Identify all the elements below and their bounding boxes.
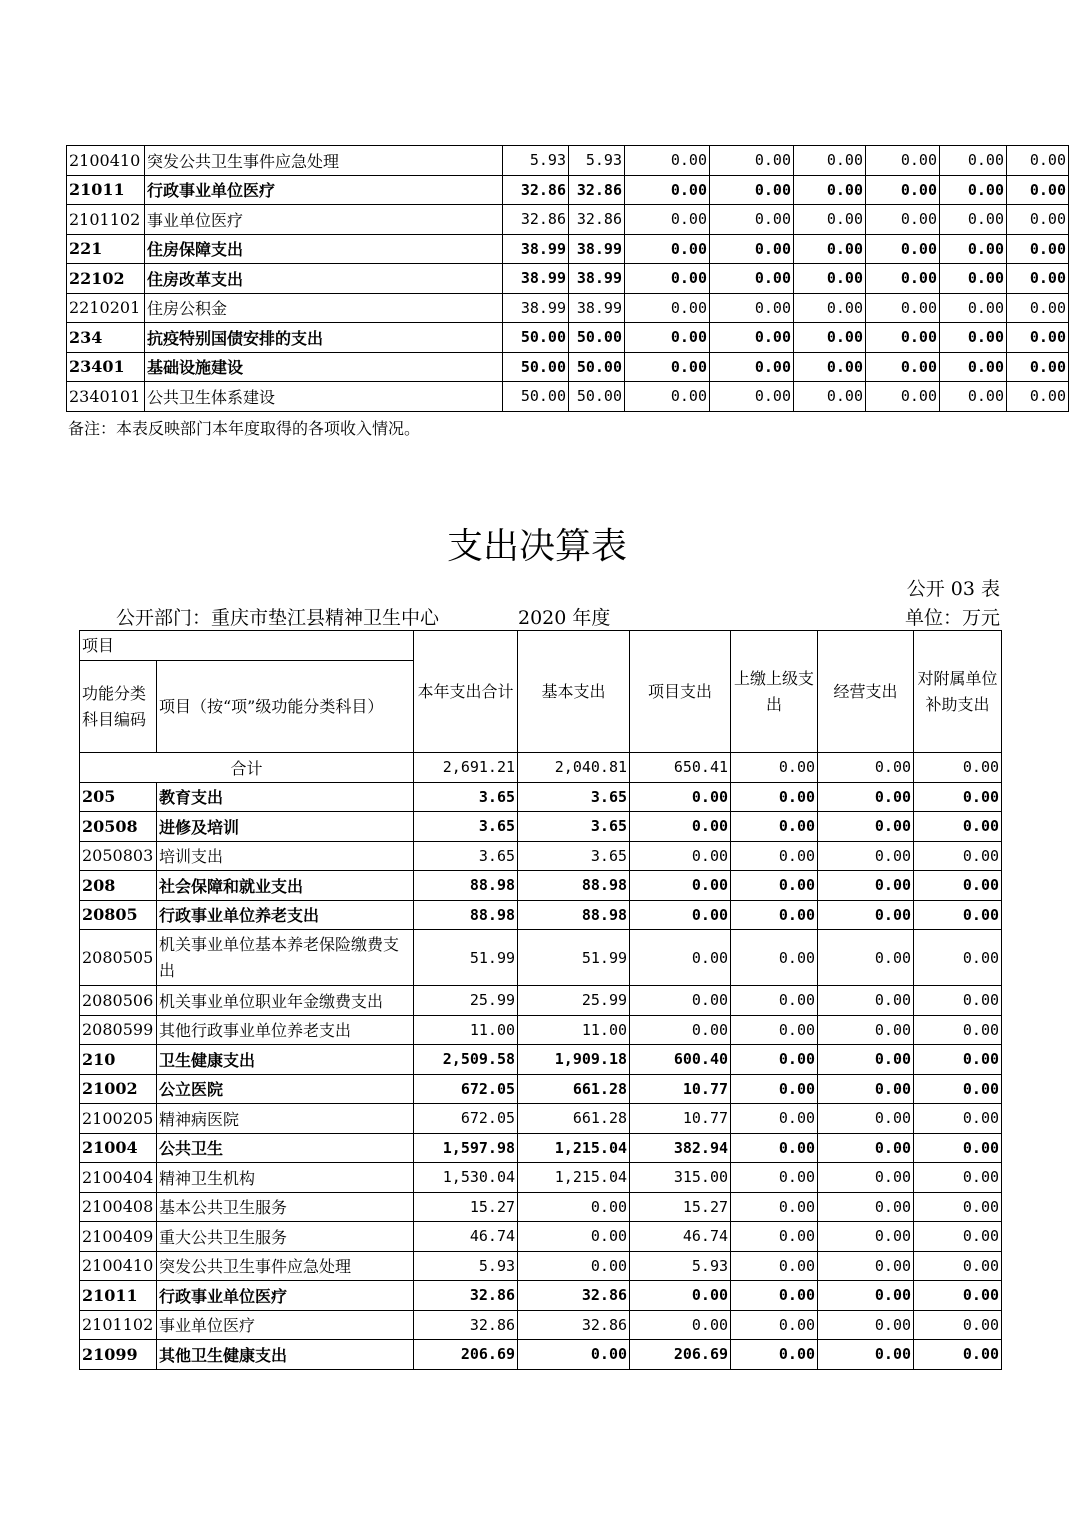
table-row <box>80 1015 1002 1045</box>
row-value: 0.00 <box>731 1222 818 1252</box>
row-value: 0.00 <box>1007 205 1069 235</box>
row-value: 0.00 <box>731 871 818 901</box>
row-value: 1,530.04 <box>414 1163 518 1193</box>
row-code: 2050803 <box>80 841 157 871</box>
row-value: 0.00 <box>818 1163 914 1193</box>
row-value: 38.99 <box>503 293 569 323</box>
row-value: 0.00 <box>866 146 940 176</box>
row-name: 行政事业单位养老支出 <box>157 900 414 930</box>
row-code: 20508 <box>80 812 157 842</box>
row-code: 2100410 <box>80 1251 157 1281</box>
row-value: 0.00 <box>625 175 710 205</box>
row-value: 0.00 <box>731 986 818 1016</box>
row-code: 221 <box>67 234 145 264</box>
row-value: 38.99 <box>569 264 625 294</box>
row-value: 315.00 <box>630 1163 731 1193</box>
row-value: 0.00 <box>914 1281 1002 1311</box>
row-value: 0.00 <box>940 293 1007 323</box>
header-business: 经营支出 <box>818 631 914 753</box>
row-value: 0.00 <box>630 841 731 871</box>
row-value: 50.00 <box>569 352 625 382</box>
row-value: 0.00 <box>818 1192 914 1222</box>
row-value: 0.00 <box>710 352 794 382</box>
row-value: 0.00 <box>794 323 866 353</box>
row-value: 0.00 <box>940 205 1007 235</box>
row-value: 2,509.58 <box>414 1045 518 1075</box>
table-row <box>80 1163 1002 1193</box>
row-name: 基础设施建设 <box>145 352 503 382</box>
row-value: 0.00 <box>731 1340 818 1370</box>
row-value: 0.00 <box>818 1074 914 1104</box>
row-name: 住房改革支出 <box>145 264 503 294</box>
row-value: 0.00 <box>914 1104 1002 1134</box>
row-value: 88.98 <box>414 900 518 930</box>
row-value: 0.00 <box>630 986 731 1016</box>
table-row <box>80 1045 1002 1075</box>
row-value: 0.00 <box>518 1192 630 1222</box>
row-name: 机关事业单位基本养老保险缴费支出 <box>157 930 414 986</box>
row-value: 0.00 <box>794 352 866 382</box>
row-name: 突发公共卫生事件应急处理 <box>157 1251 414 1281</box>
row-value: 0.00 <box>731 1133 818 1163</box>
row-value: 0.00 <box>710 264 794 294</box>
row-code: 2080599 <box>80 1015 157 1045</box>
table-row <box>80 1074 1002 1104</box>
row-value: 382.94 <box>630 1133 731 1163</box>
row-value: 206.69 <box>414 1340 518 1370</box>
row-value: 0.00 <box>1007 293 1069 323</box>
row-value: 0.00 <box>914 1045 1002 1075</box>
header-func-code: 功能分类科目编码 <box>80 661 157 753</box>
row-value: 0.00 <box>866 205 940 235</box>
row-value: 1,909.18 <box>518 1045 630 1075</box>
row-value: 0.00 <box>914 930 1002 986</box>
row-code: 21011 <box>67 175 145 205</box>
row-name: 其他行政事业单位养老支出 <box>157 1015 414 1045</box>
total-value: 0.00 <box>818 753 914 783</box>
row-value: 88.98 <box>518 900 630 930</box>
row-code: 2340101 <box>67 382 145 412</box>
total-value: 2,691.21 <box>414 753 518 783</box>
table-row <box>67 264 1069 294</box>
row-value: 32.86 <box>503 205 569 235</box>
row-value: 0.00 <box>794 234 866 264</box>
row-value: 46.74 <box>630 1222 731 1252</box>
row-value: 0.00 <box>1007 352 1069 382</box>
income-table-continuation <box>66 145 1069 412</box>
row-name: 卫生健康支出 <box>157 1045 414 1075</box>
total-value: 650.41 <box>630 753 731 783</box>
row-name: 住房公积金 <box>145 293 503 323</box>
row-value: 0.00 <box>818 1133 914 1163</box>
row-value: 0.00 <box>866 264 940 294</box>
table-row <box>80 1222 1002 1252</box>
row-value: 3.65 <box>518 782 630 812</box>
table-row <box>67 234 1069 264</box>
row-value: 3.65 <box>414 812 518 842</box>
row-value: 25.99 <box>414 986 518 1016</box>
row-value: 0.00 <box>794 293 866 323</box>
row-value: 0.00 <box>940 234 1007 264</box>
row-name: 进修及培训 <box>157 812 414 842</box>
table-row <box>67 146 1069 176</box>
row-code: 2100404 <box>80 1163 157 1193</box>
row-value: 0.00 <box>1007 323 1069 353</box>
row-value: 0.00 <box>940 146 1007 176</box>
table-row <box>80 812 1002 842</box>
row-code: 210 <box>80 1045 157 1075</box>
form-number: 公开 03 表 <box>906 578 1000 600</box>
row-value: 5.93 <box>630 1251 731 1281</box>
row-value: 0.00 <box>630 900 731 930</box>
row-name: 培训支出 <box>157 841 414 871</box>
row-name: 机关事业单位职业年金缴费支出 <box>157 986 414 1016</box>
row-value: 0.00 <box>914 1222 1002 1252</box>
table-row <box>80 1281 1002 1311</box>
row-value: 0.00 <box>731 1192 818 1222</box>
row-value: 0.00 <box>625 234 710 264</box>
row-value: 50.00 <box>503 323 569 353</box>
row-value: 0.00 <box>818 1222 914 1252</box>
row-value: 38.99 <box>503 234 569 264</box>
row-code: 208 <box>80 871 157 901</box>
row-name: 教育支出 <box>157 782 414 812</box>
row-value: 0.00 <box>914 1340 1002 1370</box>
row-value: 1,215.04 <box>518 1163 630 1193</box>
row-value: 0.00 <box>731 1281 818 1311</box>
row-name: 精神卫生机构 <box>157 1163 414 1193</box>
row-value: 0.00 <box>818 812 914 842</box>
row-value: 0.00 <box>731 812 818 842</box>
row-code: 2100408 <box>80 1192 157 1222</box>
row-value: 0.00 <box>1007 146 1069 176</box>
row-value: 0.00 <box>731 1074 818 1104</box>
row-value: 0.00 <box>731 841 818 871</box>
row-value: 32.86 <box>414 1310 518 1340</box>
expenditure-table <box>79 630 1002 1370</box>
row-value: 38.99 <box>569 234 625 264</box>
row-value: 0.00 <box>710 323 794 353</box>
row-value: 0.00 <box>940 382 1007 412</box>
row-value: 0.00 <box>518 1251 630 1281</box>
row-value: 50.00 <box>503 382 569 412</box>
row-code: 23401 <box>67 352 145 382</box>
row-value: 0.00 <box>625 264 710 294</box>
row-value: 0.00 <box>914 1015 1002 1045</box>
row-value: 0.00 <box>1007 382 1069 412</box>
row-code: 21011 <box>80 1281 157 1311</box>
row-value: 0.00 <box>710 205 794 235</box>
row-value: 0.00 <box>914 841 1002 871</box>
total-value: 0.00 <box>731 753 818 783</box>
table-row <box>80 1310 1002 1340</box>
row-value: 50.00 <box>503 352 569 382</box>
row-code: 22102 <box>67 264 145 294</box>
table-row <box>80 900 1002 930</box>
row-value: 0.00 <box>630 930 731 986</box>
row-value: 0.00 <box>914 871 1002 901</box>
total-value: 0.00 <box>914 753 1002 783</box>
row-code: 20805 <box>80 900 157 930</box>
row-value: 0.00 <box>731 900 818 930</box>
row-value: 0.00 <box>818 871 914 901</box>
row-value: 32.86 <box>569 205 625 235</box>
row-value: 32.86 <box>518 1281 630 1311</box>
row-value: 0.00 <box>518 1340 630 1370</box>
row-value: 0.00 <box>625 323 710 353</box>
row-value: 0.00 <box>731 1310 818 1340</box>
row-value: 0.00 <box>818 930 914 986</box>
table-row <box>67 205 1069 235</box>
row-value: 0.00 <box>866 175 940 205</box>
row-value: 0.00 <box>794 205 866 235</box>
row-value: 0.00 <box>818 841 914 871</box>
row-code: 21004 <box>80 1133 157 1163</box>
total-row <box>80 753 1002 783</box>
row-value: 0.00 <box>866 352 940 382</box>
row-code: 21002 <box>80 1074 157 1104</box>
row-value: 0.00 <box>630 812 731 842</box>
row-code: 2100410 <box>67 146 145 176</box>
year-label: 2020 年度 <box>518 607 611 629</box>
header-project: 项目 <box>80 631 414 661</box>
table-row <box>80 1251 1002 1281</box>
row-code: 2210201 <box>67 293 145 323</box>
row-value: 672.05 <box>414 1074 518 1104</box>
row-value: 0.00 <box>914 1133 1002 1163</box>
row-value: 0.00 <box>630 1015 731 1045</box>
row-code: 2100205 <box>80 1104 157 1134</box>
row-value: 88.98 <box>414 871 518 901</box>
row-value: 0.00 <box>630 1310 731 1340</box>
row-value: 0.00 <box>866 382 940 412</box>
row-code: 2101102 <box>67 205 145 235</box>
row-name: 突发公共卫生事件应急处理 <box>145 146 503 176</box>
table-row <box>80 841 1002 871</box>
row-value: 38.99 <box>503 264 569 294</box>
row-value: 3.65 <box>414 841 518 871</box>
row-name: 事业单位医疗 <box>145 205 503 235</box>
row-name: 精神病医院 <box>157 1104 414 1134</box>
row-value: 0.00 <box>794 175 866 205</box>
row-value: 0.00 <box>625 146 710 176</box>
row-value: 3.65 <box>518 841 630 871</box>
row-value: 5.93 <box>503 146 569 176</box>
row-value: 0.00 <box>914 812 1002 842</box>
row-code: 2101102 <box>80 1310 157 1340</box>
row-value: 0.00 <box>710 382 794 412</box>
row-value: 0.00 <box>818 1104 914 1134</box>
row-value: 0.00 <box>625 382 710 412</box>
row-value: 32.86 <box>518 1310 630 1340</box>
row-value: 0.00 <box>818 1340 914 1370</box>
row-value: 0.00 <box>914 986 1002 1016</box>
row-value: 50.00 <box>569 382 625 412</box>
row-value: 0.00 <box>794 146 866 176</box>
row-value: 1,597.98 <box>414 1133 518 1163</box>
row-value: 0.00 <box>710 293 794 323</box>
table-note: 备注：本表反映部门本年度取得的各项收入情况。 <box>68 419 421 438</box>
row-value: 0.00 <box>940 175 1007 205</box>
row-value: 0.00 <box>731 1163 818 1193</box>
row-code: 21099 <box>80 1340 157 1370</box>
row-value: 10.77 <box>630 1104 731 1134</box>
row-value: 11.00 <box>414 1015 518 1045</box>
row-value: 0.00 <box>818 1281 914 1311</box>
row-name: 公共卫生 <box>157 1133 414 1163</box>
row-value: 51.99 <box>414 930 518 986</box>
row-code: 2080505 <box>80 930 157 986</box>
row-value: 0.00 <box>731 782 818 812</box>
row-value: 0.00 <box>731 1045 818 1075</box>
row-code: 2100409 <box>80 1222 157 1252</box>
header-project-expenditure: 项目支出 <box>630 631 731 753</box>
row-value: 661.28 <box>518 1104 630 1134</box>
table-row <box>80 1104 1002 1134</box>
row-value: 5.93 <box>569 146 625 176</box>
row-value: 672.05 <box>414 1104 518 1134</box>
row-value: 600.40 <box>630 1045 731 1075</box>
row-value: 0.00 <box>630 871 731 901</box>
unit-label: 单位：万元 <box>904 607 1000 629</box>
row-value: 0.00 <box>710 175 794 205</box>
row-value: 11.00 <box>518 1015 630 1045</box>
row-name: 行政事业单位医疗 <box>145 175 503 205</box>
row-value: 15.27 <box>630 1192 731 1222</box>
page-title: 支出决算表 <box>446 526 627 567</box>
row-value: 3.65 <box>414 782 518 812</box>
row-name: 事业单位医疗 <box>157 1310 414 1340</box>
table-row <box>67 382 1069 412</box>
row-value: 0.00 <box>625 352 710 382</box>
row-value: 0.00 <box>1007 175 1069 205</box>
row-value: 0.00 <box>625 205 710 235</box>
row-value: 46.74 <box>414 1222 518 1252</box>
row-value: 15.27 <box>414 1192 518 1222</box>
row-name: 其他卫生健康支出 <box>157 1340 414 1370</box>
row-value: 0.00 <box>710 146 794 176</box>
row-value: 0.00 <box>818 986 914 1016</box>
table-row <box>80 930 1002 986</box>
table-row <box>67 175 1069 205</box>
row-value: 0.00 <box>866 293 940 323</box>
row-value: 3.65 <box>518 812 630 842</box>
row-value: 0.00 <box>625 293 710 323</box>
row-value: 0.00 <box>818 900 914 930</box>
row-code: 234 <box>67 323 145 353</box>
table-row <box>80 782 1002 812</box>
row-code: 2080506 <box>80 986 157 1016</box>
row-name: 住房保障支出 <box>145 234 503 264</box>
row-value: 0.00 <box>818 1015 914 1045</box>
header-item-name: 项目（按“项”级功能分类科目） <box>157 661 414 753</box>
total-label: 合计 <box>80 753 414 783</box>
table-row <box>80 871 1002 901</box>
row-value: 25.99 <box>518 986 630 1016</box>
header-total: 本年支出合计 <box>414 631 518 753</box>
row-value: 0.00 <box>731 930 818 986</box>
row-value: 0.00 <box>1007 264 1069 294</box>
table-row <box>67 352 1069 382</box>
row-value: 0.00 <box>518 1222 630 1252</box>
row-value: 0.00 <box>866 234 940 264</box>
row-value: 0.00 <box>940 352 1007 382</box>
row-value: 0.00 <box>731 1104 818 1134</box>
row-value: 0.00 <box>866 323 940 353</box>
row-value: 10.77 <box>630 1074 731 1104</box>
row-name: 公立医院 <box>157 1074 414 1104</box>
row-value: 206.69 <box>630 1340 731 1370</box>
row-value: 0.00 <box>914 1074 1002 1104</box>
table-row <box>80 1340 1002 1370</box>
row-value: 5.93 <box>414 1251 518 1281</box>
table-row <box>80 1133 1002 1163</box>
row-value: 0.00 <box>914 1310 1002 1340</box>
row-value: 32.86 <box>414 1281 518 1311</box>
row-code: 205 <box>80 782 157 812</box>
row-name: 社会保障和就业支出 <box>157 871 414 901</box>
row-value: 0.00 <box>914 1251 1002 1281</box>
row-name: 行政事业单位医疗 <box>157 1281 414 1311</box>
row-value: 0.00 <box>818 1045 914 1075</box>
row-value: 0.00 <box>940 264 1007 294</box>
row-name: 重大公共卫生服务 <box>157 1222 414 1252</box>
row-value: 0.00 <box>914 1163 1002 1193</box>
row-value: 0.00 <box>940 323 1007 353</box>
row-value: 0.00 <box>731 1251 818 1281</box>
row-name: 基本公共卫生服务 <box>157 1192 414 1222</box>
row-name: 公共卫生体系建设 <box>145 382 503 412</box>
row-value: 1,215.04 <box>518 1133 630 1163</box>
table-row <box>67 323 1069 353</box>
row-value: 32.86 <box>503 175 569 205</box>
row-value: 0.00 <box>914 782 1002 812</box>
row-value: 0.00 <box>818 782 914 812</box>
row-value: 0.00 <box>914 900 1002 930</box>
row-value: 51.99 <box>518 930 630 986</box>
row-value: 0.00 <box>630 1281 731 1311</box>
row-value: 0.00 <box>794 382 866 412</box>
table-row <box>67 293 1069 323</box>
row-value: 0.00 <box>1007 234 1069 264</box>
header-subsidy: 对附属单位补助支出 <box>914 631 1002 753</box>
row-value: 0.00 <box>818 1251 914 1281</box>
row-value: 661.28 <box>518 1074 630 1104</box>
row-value: 0.00 <box>731 1015 818 1045</box>
header-basic: 基本支出 <box>518 631 630 753</box>
department-label: 公开部门：重庆市垫江县精神卫生中心 <box>116 607 440 629</box>
row-value: 0.00 <box>630 782 731 812</box>
row-value: 38.99 <box>569 293 625 323</box>
row-value: 0.00 <box>818 1310 914 1340</box>
total-value: 2,040.81 <box>518 753 630 783</box>
row-value: 88.98 <box>518 871 630 901</box>
table-row <box>80 1192 1002 1222</box>
table-row <box>80 986 1002 1016</box>
row-value: 32.86 <box>569 175 625 205</box>
header-upper: 上缴上级支出 <box>731 631 818 753</box>
row-value: 0.00 <box>914 1192 1002 1222</box>
row-value: 0.00 <box>794 264 866 294</box>
row-value: 50.00 <box>569 323 625 353</box>
row-name: 抗疫特别国债安排的支出 <box>145 323 503 353</box>
row-value: 0.00 <box>710 234 794 264</box>
